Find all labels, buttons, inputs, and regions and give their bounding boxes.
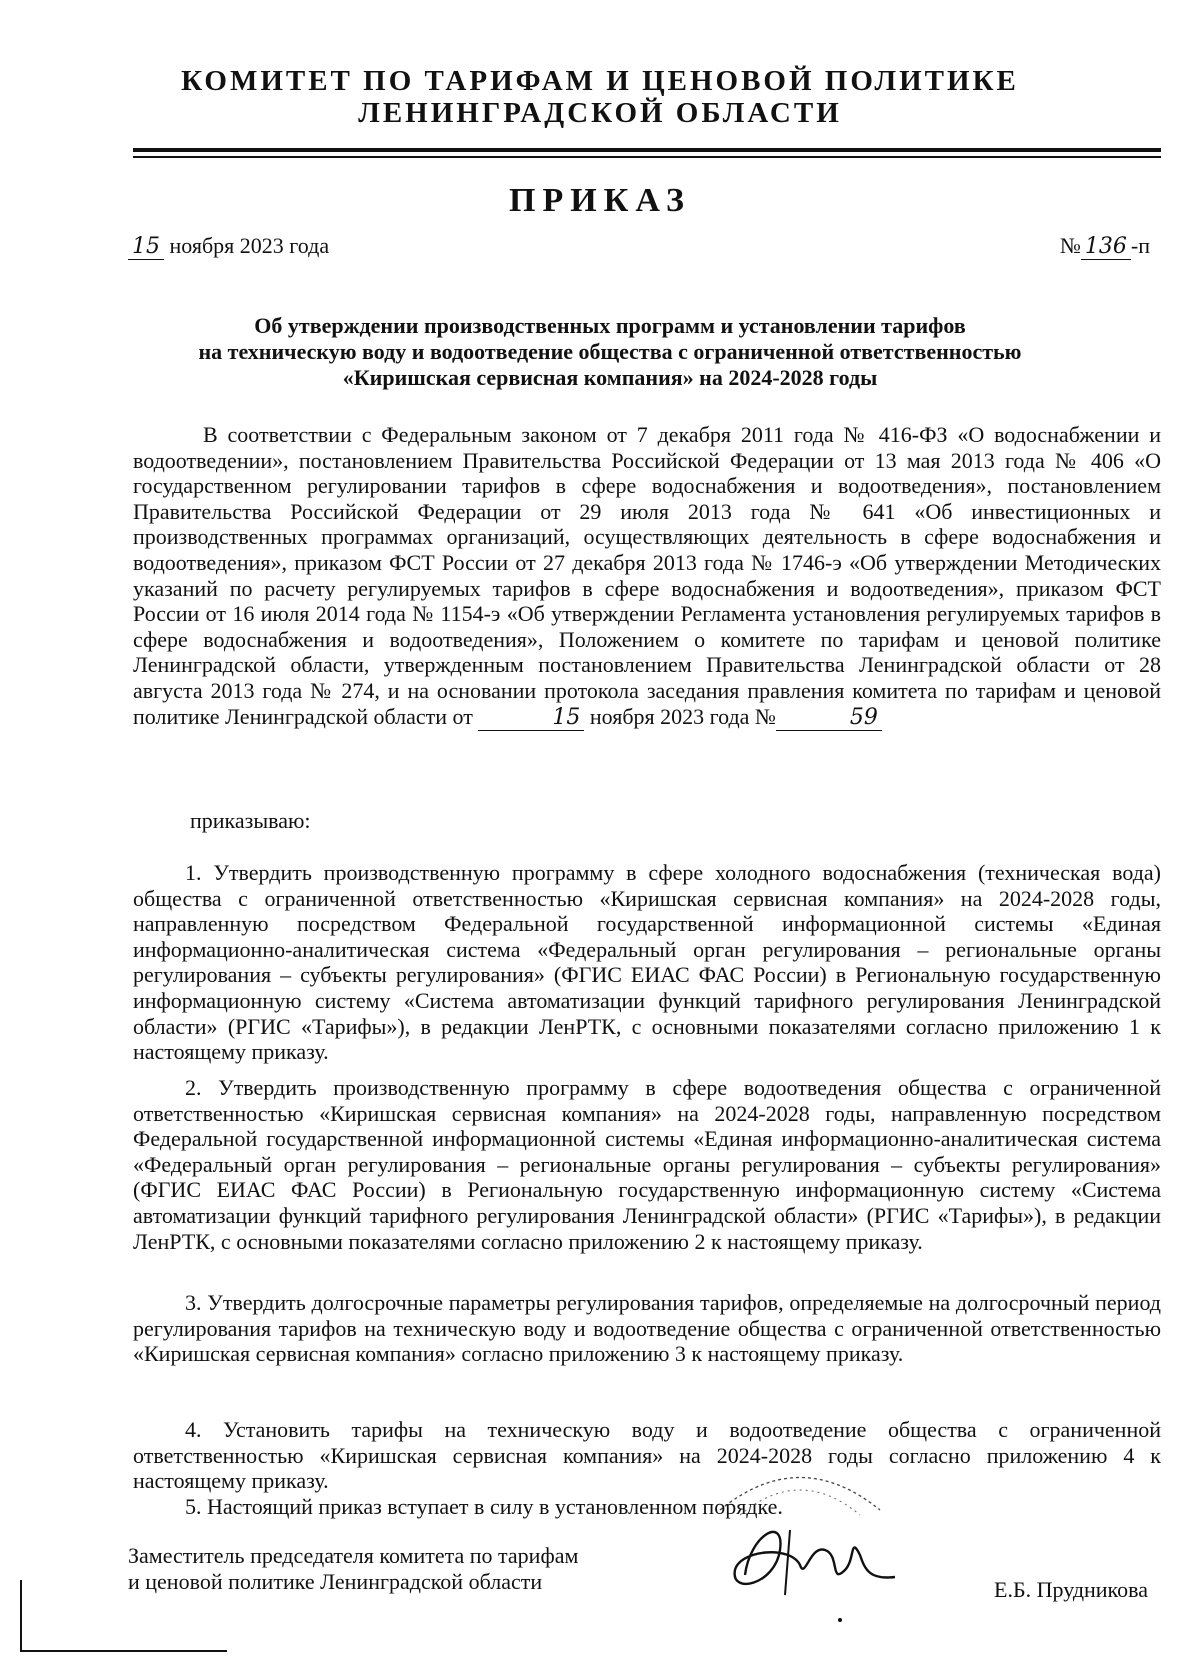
signatory-position-line2: и ценовой политике Ленинградской области <box>128 1569 543 1594</box>
header-rule-thick <box>133 148 1161 152</box>
orders-label: приказываю: <box>190 808 311 833</box>
committee-name-line1: КОМИТЕТ ПО ТАРИФАМ И ЦЕНОВОЙ ПОЛИТИКЕ <box>181 65 1019 97</box>
seal-arc <box>720 1478 880 1511</box>
order-item-3: 3. Утвердить долгосрочные параметры регулирования тарифов, определяемые на долгосрочный период регулирования тарифов на техническую воду и водоотведение общества с ограниченной ответственностью «Киришская сервисная компания» согласно приложению 3 к настоящему приказу. <box>133 1290 1161 1367</box>
date-day-handwritten: 15 <box>128 234 164 260</box>
committee-name-line2: ЛЕНИНГРАДСКОЙ ОБЛАСТИ <box>358 97 842 129</box>
margin-corner-line <box>20 1580 227 1652</box>
document-date <box>128 233 329 260</box>
document-type: ПРИКАЗ <box>509 182 691 219</box>
protocol-date-rest: ноября 2023 года № <box>589 703 776 729</box>
seal-arc-inner <box>740 1490 860 1515</box>
title-line2: на техническую воду и водоотведение общества с ограниченной ответственностью <box>198 339 1022 364</box>
preamble-text: В соответствии с Федеральным законом от 7 декабря 2011 года № 416-ФЗ «О водоснабжении и водоотведении», постановлением Правительства Российской Федерации от 13 мая 2013 года № 406 «О государственном регулировании тарифов в сфере водоснабжения и водоотведения», постановлением Правительства Российской Федерации от 29 июля 2013 года № 641 «Об инвестиционных и производственных программах организаций, осуществляющих деятельность в сфере водоснабжения и водоотведения», приказом ФСТ России от 27 декабря 2013 года № 1746-э «Об утверждении Методических указаний по расчету регулируемых тарифов в сфере водоснабжения и водоотведения», приказом ФСТ России от 16 июля 2014 года № 1154-э «Об утверждении Регламента установления регулируемых тарифов в сфере водоснабжения и водоотведения», Положением о комитете по тарифам и ценовой политике Ленинградской области, утвержденным постановлением Правительства Ленинградской области от 28 августа 2013 года № 274, и на основании протокола заседания правления комитета по тарифам и ценовой политике Ленинградской области от <box>133 422 1161 729</box>
number-handwritten: 136 <box>1081 234 1131 260</box>
document-title <box>150 313 1070 391</box>
signatory-name: Е.Б. Прудникова <box>994 1577 1148 1602</box>
order-item-2: 2. Утвердить производственную программу в сфере водоотведения общества с ограниченной ответственностью «Киришская сервисная компания» на 2024-2028 годы, направленную посредством Федеральной государственной информационной системы «Единая информационно-аналитическая система «Федеральный орган регулирования – региональные органы регулирования – субъекты регулирования» (ФГИС ЕИАС ФАС России) в Региональную государственную информационную систему «Система автоматизации функций тарифного регулирования Ленинградской области» (РГИС «Тарифы»), в редакции ЛенРТК, с основными показателями согласно приложению 2 к настоящему приказу. <box>133 1075 1161 1254</box>
preamble-paragraph <box>133 422 1161 731</box>
number-prefix: № <box>1059 233 1081 258</box>
document-number <box>1060 233 1150 260</box>
number-suffix: -п <box>1130 233 1150 258</box>
protocol-number-handwritten: 59 <box>776 705 882 732</box>
signatory-position-line1: Заместитель председателя комитета по тарифам <box>128 1543 579 1568</box>
date-rest: ноября 2023 года <box>169 233 330 258</box>
protocol-day-handwritten: 15 <box>478 705 584 732</box>
order-item-5: 5. Настоящий приказ вступает в силу в установленном порядке. <box>185 1494 783 1519</box>
handwritten-signature <box>735 1532 895 1584</box>
order-item-1: 1. Утвердить производственную программу в сфере холодного водоснабжения (техническая вода) общества с ограниченной ответственностью «Киришская сервисная компания» на 2024-2028 годы, направленную посредством Федеральной государственной информационной системы «Единая информационно-аналитическая система «Федеральный орган регулирования – региональные органы регулирования – субъекты регулирования» (ФГИС ЕИАС ФАС России) в Региональную государственную информационную систему «Система автоматизации функций тарифного регулирования Ленинградской области» (РГИС «Тарифы»), в редакции ЛенРТК, с основными показателями согласно приложению 1 к настоящему приказу. <box>133 860 1161 1065</box>
order-item-4: 4. Установить тарифы на техническую воду и водоотведение общества с ограниченной ответственностью «Киришская сервисная компания» на 2024-2028 годы согласно приложению 4 к настоящему приказу. <box>133 1417 1161 1494</box>
title-line3: «Киришская сервисная компания» на 2024-2028 годы <box>342 365 878 390</box>
title-line1: Об утверждении производственных программ и установлении тарифов <box>254 313 966 338</box>
header-rule-thin <box>133 156 1161 158</box>
signature-and-seal <box>690 1455 910 1630</box>
